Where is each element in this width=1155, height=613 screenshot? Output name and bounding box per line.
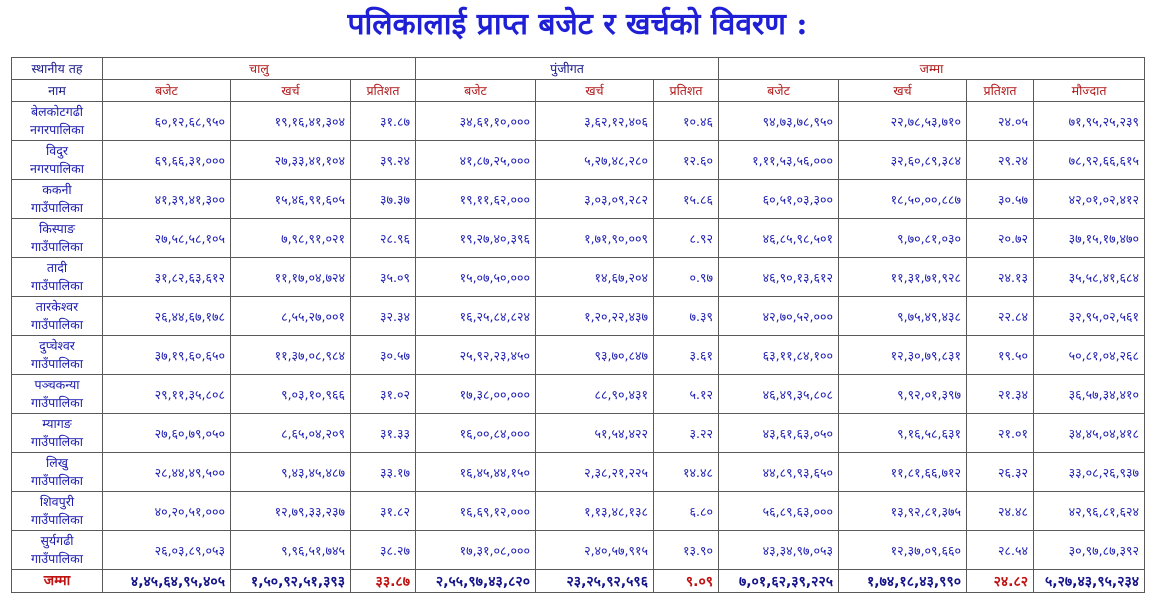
table-row [12, 180, 1145, 219]
local-level-name-line2: गाउँपालिका [30, 356, 83, 371]
capital-percent-cell: ०.९७ [654, 258, 719, 297]
current-percent-cell: ३८.२७ [351, 531, 416, 570]
total-capital-percent: ९.०९ [654, 570, 719, 593]
local-level-name-line1: पञ्चकन्या [34, 377, 80, 392]
local-level-name [12, 336, 103, 375]
total-expense-cell: ९,७०,८१,०३० [839, 219, 967, 258]
local-level-name [12, 453, 103, 492]
balance-cell: ३५,५८,४१,६८४ [1034, 258, 1145, 297]
current-budget-cell: २८,४४,४९,५०० [103, 453, 231, 492]
header-capital-expense: खर्च [536, 80, 654, 102]
total-percent-cell: १९.५० [967, 336, 1034, 375]
total-budget-cell: ४२,७०,५२,००० [719, 297, 839, 336]
total-expense-cell: १२,३७,०९,६६० [839, 531, 967, 570]
capital-expense-cell: ९३,७०,८४७ [536, 336, 654, 375]
total-budget-cell: ४६,८५,९८,५०१ [719, 219, 839, 258]
header-name: नाम [12, 80, 103, 102]
capital-budget-cell: १७,३८,००,००० [416, 375, 536, 414]
total-percent-cell: २२.८४ [967, 297, 1034, 336]
capital-percent-cell: १०.४६ [654, 102, 719, 141]
capital-budget-cell: १६,४५,४४,१५० [416, 453, 536, 492]
balance-cell: ७८,९२,६६,६१५ [1034, 141, 1145, 180]
current-percent-cell: ३१.८७ [351, 102, 416, 141]
local-level-name-line2: गाउँपालिका [30, 239, 83, 254]
header-current-expense: खर्च [231, 80, 351, 102]
total-percent-cell: २४.१३ [967, 258, 1034, 297]
local-level-name-line1: बेलकोटगढी [30, 104, 84, 119]
total-budget-cell: ६०,५१,०३,३०० [719, 180, 839, 219]
local-level-name-line1: दुप्चेश्वर [39, 338, 75, 353]
current-expense-cell: ९,९६,५१,७४५ [231, 531, 351, 570]
capital-percent-cell: ३.६१ [654, 336, 719, 375]
local-level-name-line1: ककनी [42, 182, 72, 197]
current-percent-cell: ३१.८२ [351, 492, 416, 531]
header-local-level: स्थानीय तह [12, 58, 103, 80]
current-budget-cell: ६९,६६,३१,००० [103, 141, 231, 180]
local-level-name-line1: किस्पाङ [38, 221, 75, 236]
total-budget-cell: ६३,११,८४,१०० [719, 336, 839, 375]
total-expense-cell: १२,३०,७९,८३१ [839, 336, 967, 375]
header-capital-budget: बजेट [416, 80, 536, 102]
current-budget-cell: २९,११,३५,८०८ [103, 375, 231, 414]
current-budget-cell: ३१,८२,६३,६१२ [103, 258, 231, 297]
table-row [12, 297, 1145, 336]
local-level-name [12, 531, 103, 570]
current-percent-cell: ३०.५७ [351, 336, 416, 375]
capital-percent-cell: १२.६० [654, 141, 719, 180]
total-expense-cell: ९,१६,५८,६३१ [839, 414, 967, 453]
capital-budget-cell: १६,६९,१२,००० [416, 492, 536, 531]
capital-budget-cell: १६,२५,८४,८२४ [416, 297, 536, 336]
total-total-percent: २४.८२ [967, 570, 1034, 593]
current-budget-cell: ६०,१२,६८,९५० [103, 102, 231, 141]
balance-cell: ३३,०८,२६,९३७ [1034, 453, 1145, 492]
local-level-name-line1: तादी [46, 260, 68, 275]
local-level-name-line2: गाउँपालिका [30, 473, 83, 488]
total-percent-cell: २४.०५ [967, 102, 1034, 141]
table-row [12, 141, 1145, 180]
capital-budget-cell: १७,३१,०८,००० [416, 531, 536, 570]
local-level-name-line1: म्यागङ [42, 416, 72, 431]
local-level-name-line1: सुर्यगढी [40, 533, 74, 548]
capital-budget-cell: १६,००,८४,००० [416, 414, 536, 453]
local-level-name-line2: गाउँपालिका [30, 434, 83, 449]
total-budget-cell: ४४,८९,९३,६५० [719, 453, 839, 492]
page-title: पलिकालाई प्राप्त बजेट र खर्चको विवरण : [347, 7, 808, 42]
current-expense-cell: ९,४३,४५,४८७ [231, 453, 351, 492]
current-expense-cell: ९,०३,१०,९६६ [231, 375, 351, 414]
total-total-expense: १,७४,१८,४३,९९० [839, 570, 967, 593]
total-budget-cell: ५६,८९,६३,००० [719, 492, 839, 531]
current-percent-cell: ३९.२४ [351, 141, 416, 180]
total-percent-cell: २८.५४ [967, 531, 1034, 570]
local-level-name [12, 102, 103, 141]
total-expense-cell: १८,५०,००,८८७ [839, 180, 967, 219]
balance-cell: ३४,४५,०४,४१८ [1034, 414, 1145, 453]
capital-expense-cell: २,४०,५७,९१५ [536, 531, 654, 570]
table-row [12, 258, 1145, 297]
capital-budget-cell: ३४,६१,१०,००० [416, 102, 536, 141]
balance-cell: ५०,८१,०४,२६८ [1034, 336, 1145, 375]
local-level-name-line1: शिवपुरी [39, 494, 75, 509]
total-row [12, 570, 1145, 593]
current-budget-cell: ३७,१९,६०,६५० [103, 336, 231, 375]
local-level-name-line2: गाउँपालिका [30, 512, 83, 527]
table-body [12, 102, 1145, 570]
local-level-name [12, 141, 103, 180]
total-current-percent: ३३.८७ [351, 570, 416, 593]
capital-percent-cell: ३.२२ [654, 414, 719, 453]
table-row [12, 492, 1145, 531]
current-expense-cell: ११,१७,०४,७२४ [231, 258, 351, 297]
header-total-percent: प्रतिशत [967, 80, 1034, 102]
local-level-name-line2: गाउँपालिका [30, 317, 83, 332]
local-level-name [12, 258, 103, 297]
total-expense-cell: १३,९२,८१,३७५ [839, 492, 967, 531]
total-budget-cell: ४६,९०,१३,६१२ [719, 258, 839, 297]
capital-expense-cell: १,७१,९०,००९ [536, 219, 654, 258]
current-expense-cell: ८,६५,०४,२०९ [231, 414, 351, 453]
capital-expense-cell: १,१३,४८,१३८ [536, 492, 654, 531]
total-current-budget: ४,४५,६४,९५,४०५ [103, 570, 231, 593]
current-budget-cell: २७,५८,५८,१०५ [103, 219, 231, 258]
total-capital-expense: २३,२५,९२,५९६ [536, 570, 654, 593]
current-percent-cell: ३५.०९ [351, 258, 416, 297]
current-expense-cell: १५,४६,९१,६०५ [231, 180, 351, 219]
header-capital-percent: प्रतिशत [654, 80, 719, 102]
capital-expense-cell: ३,०३,०९,२८२ [536, 180, 654, 219]
total-expense-cell: २२,७८,५३,७१० [839, 102, 967, 141]
table-row [12, 531, 1145, 570]
table-row [12, 375, 1145, 414]
local-level-name-line2: नगरपालिका [30, 122, 84, 137]
capital-budget-cell: १९,२७,४०,३९६ [416, 219, 536, 258]
capital-expense-cell: ५,२७,४८,२८० [536, 141, 654, 180]
capital-percent-cell: १३.९० [654, 531, 719, 570]
total-budget-cell: ४३,६१,६३,०५० [719, 414, 839, 453]
total-expense-cell: ९,७५,४९,४३८ [839, 297, 967, 336]
current-percent-cell: २८.९६ [351, 219, 416, 258]
current-percent-cell: ३२.३४ [351, 297, 416, 336]
current-expense-cell: ११,३७,०८,९८४ [231, 336, 351, 375]
local-level-name [12, 219, 103, 258]
budget-table [11, 57, 1145, 593]
balance-cell: ४२,०१,०२,४१२ [1034, 180, 1145, 219]
local-level-name-line2: गाउँपालिका [30, 200, 83, 215]
current-expense-cell: १९,१६,४१,३०४ [231, 102, 351, 141]
local-level-name [12, 492, 103, 531]
total-budget-cell: १,११,५३,५६,००० [719, 141, 839, 180]
capital-expense-cell: १४,६७,२०४ [536, 258, 654, 297]
capital-expense-cell: २,३८,२१,२२५ [536, 453, 654, 492]
balance-cell: ३७,१५,१७,४७० [1034, 219, 1145, 258]
header-group-row [12, 58, 1145, 80]
total-budget-cell: ९४,७३,७८,९५० [719, 102, 839, 141]
header-sub-row [12, 80, 1145, 102]
total-percent-cell: २१.३४ [967, 375, 1034, 414]
balance-cell: ३६,५७,३४,४१० [1034, 375, 1145, 414]
balance-cell: ३०,९७,८७,३९२ [1034, 531, 1145, 570]
capital-budget-cell: ४१,८७,२५,००० [416, 141, 536, 180]
capital-expense-cell: ३,६२,१२,४०६ [536, 102, 654, 141]
capital-percent-cell: ५.१२ [654, 375, 719, 414]
total-expense-cell: ९,९२,०१,३९७ [839, 375, 967, 414]
header-group-capital: पुंजीगत [416, 58, 719, 80]
total-label: जम्मा [12, 570, 103, 593]
total-capital-budget: २,५५,९७,४३,८२० [416, 570, 536, 593]
current-expense-cell: ८,५५,२७,००१ [231, 297, 351, 336]
local-level-name-line2: गाउँपालिका [30, 278, 83, 293]
capital-expense-cell: १,२०,२२,४३७ [536, 297, 654, 336]
balance-cell: ४२,९६,८१,६२४ [1034, 492, 1145, 531]
current-expense-cell: ७,९८,९१,०२१ [231, 219, 351, 258]
local-level-name-line1: विदुर [46, 143, 68, 158]
current-budget-cell: २६,४४,६७,१७८ [103, 297, 231, 336]
capital-percent-cell: ६.८० [654, 492, 719, 531]
total-budget-cell: ४३,३४,९७,०५३ [719, 531, 839, 570]
balance-cell: ७१,९५,२५,२३९ [1034, 102, 1145, 141]
total-expense-cell: ११,८१,६६,७१२ [839, 453, 967, 492]
capital-expense-cell: ८८,९०,४३१ [536, 375, 654, 414]
current-budget-cell: ४०,२०,५१,००० [103, 492, 231, 531]
table-row [12, 102, 1145, 141]
total-expense-cell: ११,३१,७१,९२८ [839, 258, 967, 297]
header-current-percent: प्रतिशत [351, 80, 416, 102]
capital-percent-cell: १५.८६ [654, 180, 719, 219]
current-budget-cell: २७,६०,७९,०५० [103, 414, 231, 453]
current-percent-cell: ३१.०२ [351, 375, 416, 414]
total-budget-cell: ४६,४९,३५,८०८ [719, 375, 839, 414]
capital-budget-cell: १५,०७,५०,००० [416, 258, 536, 297]
header-current-budget: बजेट [103, 80, 231, 102]
total-percent-cell: २४.४८ [967, 492, 1034, 531]
local-level-name-line1: लिखु [46, 455, 68, 470]
local-level-name [12, 375, 103, 414]
balance-cell: ३२,९५,०२,५६१ [1034, 297, 1145, 336]
current-percent-cell: ३१.३३ [351, 414, 416, 453]
capital-budget-cell: १९,११,६२,००० [416, 180, 536, 219]
table-row [12, 219, 1145, 258]
total-current-expense: १,५०,९२,५१,३९३ [231, 570, 351, 593]
header-group-total: जम्मा [719, 58, 1145, 80]
total-total-budget: ७,०१,६२,३९,२२५ [719, 570, 839, 593]
local-level-name [12, 414, 103, 453]
total-expense-cell: ३२,६०,८९,३८४ [839, 141, 967, 180]
local-level-name [12, 297, 103, 336]
current-expense-cell: १२,७९,३३,२३७ [231, 492, 351, 531]
capital-percent-cell: ७.३९ [654, 297, 719, 336]
current-percent-cell: ३३.१७ [351, 453, 416, 492]
header-balance: मौज्दात [1034, 80, 1145, 102]
total-balance: ५,२७,४३,९५,२३४ [1034, 570, 1145, 593]
total-percent-cell: २१.०१ [967, 414, 1034, 453]
header-group-current: चालु [103, 58, 416, 80]
capital-percent-cell: ८.९२ [654, 219, 719, 258]
local-level-name [12, 180, 103, 219]
local-level-name-line1: तारकेश्वर [35, 299, 79, 314]
local-level-name-line2: गाउँपालिका [30, 395, 83, 410]
table-row [12, 414, 1145, 453]
header-total-budget: बजेट [719, 80, 839, 102]
current-budget-cell: ४१,३९,४१,३०० [103, 180, 231, 219]
table-row [12, 453, 1145, 492]
local-level-name-line2: नगरपालिका [30, 161, 84, 176]
total-percent-cell: ३०.५७ [967, 180, 1034, 219]
total-percent-cell: २०.७२ [967, 219, 1034, 258]
current-expense-cell: २७,३३,४१,१०४ [231, 141, 351, 180]
current-percent-cell: ३७.३७ [351, 180, 416, 219]
current-budget-cell: २६,०३,८९,०५३ [103, 531, 231, 570]
capital-percent-cell: १४.४८ [654, 453, 719, 492]
capital-budget-cell: २५,९२,२३,४५० [416, 336, 536, 375]
table-row [12, 336, 1145, 375]
total-percent-cell: २९.२४ [967, 141, 1034, 180]
local-level-name-line2: गाउँपालिका [30, 551, 83, 566]
capital-expense-cell: ५१,५४,४२२ [536, 414, 654, 453]
total-percent-cell: २६.३२ [967, 453, 1034, 492]
header-total-expense: खर्च [839, 80, 967, 102]
